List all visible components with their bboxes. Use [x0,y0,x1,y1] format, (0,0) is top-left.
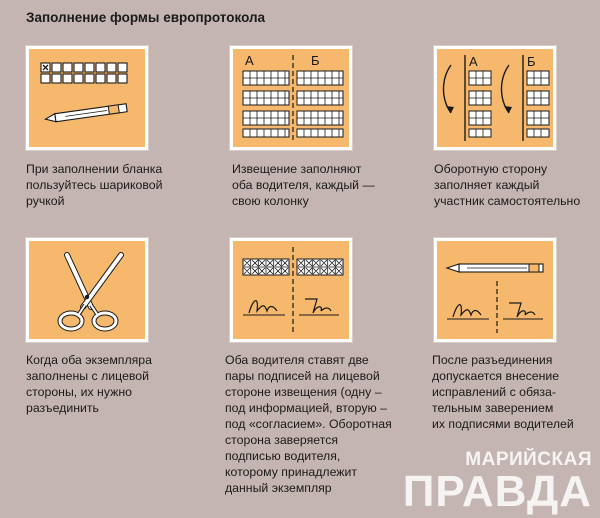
page-title: Заполнение формы европротокола [26,10,266,25]
step-caption-1: При заполнении бланка пользуйтесь шариковой ручкой [26,162,163,208]
signatures-icon [233,241,349,339]
back-side-icon [437,49,553,147]
step-caption-3: Оборотную сторону заполняет каждый участник самостоятельно [434,162,581,208]
column-a-label: А [469,54,478,69]
scissors-icon [29,241,145,339]
step-caption-5: Оба водителя ставят две пары подписей на лицевой стороне извещения (одну – под информацией, вторую – под «согласием». Оборотная сторона заверяется подписью водителя, которому принадлежит данный экземпляр [225,353,392,495]
step-caption-6: После разъединения допускается внесение исправлений с обяза- тельным заверением их подписями водителей [432,353,574,431]
column-b-label: Б [311,53,320,68]
step-caption-2: Извещение заполняют оба водителя, каждый — свою колонку [232,162,375,208]
step-caption-4: Когда оба экземпляра заполнены с лицевой стороны, их нужно разъединить [26,353,152,415]
step-card-2 [230,46,352,150]
column-b-label: Б [527,54,536,69]
two-columns-icon [233,49,349,147]
watermark-logo: МАРИЙСКАЯ ПРАВДА [402,449,592,516]
step-card-4 [26,238,148,342]
step-card-1 [26,46,148,150]
step-card-6 [434,238,556,342]
step-card-3 [434,46,556,150]
step-card-5 [230,238,352,342]
column-a-label: А [245,53,254,68]
form-pen-icon [29,49,145,147]
pen-signatures-icon [437,241,553,339]
